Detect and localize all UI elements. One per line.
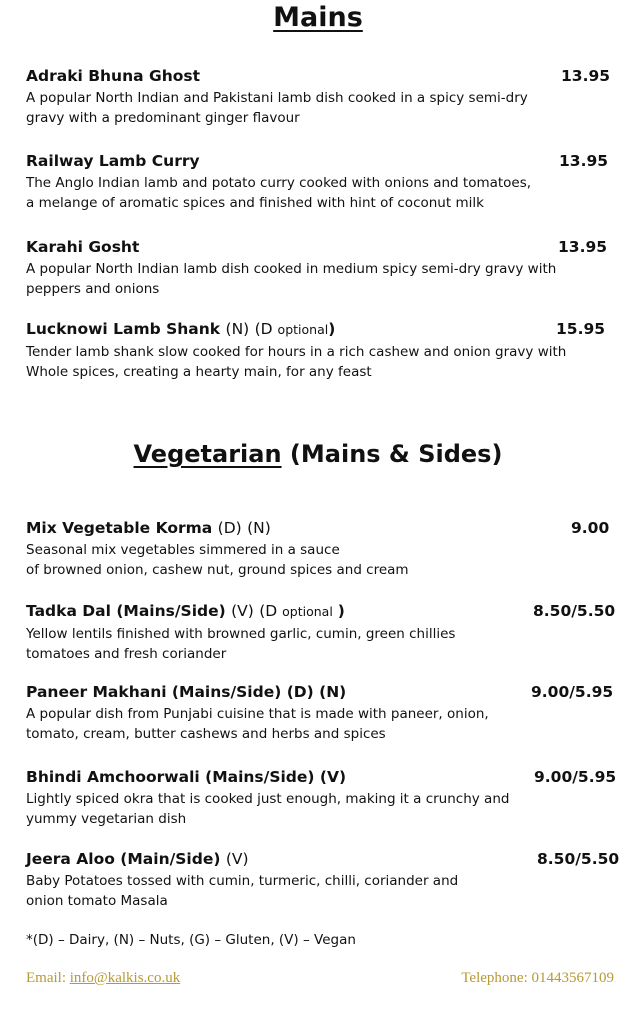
email-link[interactable]: info@kalkis.co.uk	[69, 970, 181, 986]
menu-item	[26, 151, 626, 213]
mains-heading: Mains	[273, 2, 363, 33]
menu-item	[26, 767, 626, 829]
item-name: Jeera Aloo (Main/Side) (V)	[26, 850, 249, 868]
item-price: 9.00/5.95	[531, 683, 614, 701]
dairy-optional-tag: (D optional )	[259, 602, 345, 620]
item-desc-line1: Baby Potatoes tossed with cumin, turmeric, chilli, coriander and	[26, 873, 459, 889]
item-price: 9.00	[571, 519, 610, 537]
item-name: Paneer Makhani (Mains/Side) (D) (N)	[26, 683, 347, 701]
item-desc-line2: Whole spices, creating a hearty main, for any feast	[26, 364, 372, 380]
item-desc-line1: A popular North Indian lamb dish cooked in medium spicy semi-dry gravy with	[26, 261, 557, 277]
menu-item	[26, 849, 626, 911]
item-price: 9.00/5.95	[534, 768, 617, 786]
item-name: Adraki Bhuna Ghost	[26, 67, 201, 85]
item-desc-line2: peppers and onions	[26, 281, 160, 297]
item-name: Karahi Gosht	[26, 238, 140, 256]
footer-email: Email: info@kalkis.co.uk	[26, 970, 181, 986]
item-name: Lucknowi Lamb Shank (N) (D optional)	[26, 320, 336, 338]
item-desc-line1: The Anglo Indian lamb and potato curry cooked with onions and tomatoes,	[26, 175, 532, 191]
menu-item	[26, 237, 626, 299]
menu-item	[26, 682, 626, 744]
item-desc-line2: of browned onion, cashew nut, ground spices and cream	[26, 562, 409, 578]
menu-item	[26, 601, 626, 664]
nuts-tag: (N)	[225, 320, 250, 338]
vegan-tag: (V)	[225, 850, 249, 868]
vegan-tag: (V)	[231, 602, 254, 620]
item-price: 13.95	[561, 67, 611, 85]
item-name: Bhindi Amchoorwali (Mains/Side) (V)	[26, 768, 347, 786]
item-desc-line1: A popular North Indian and Pakistani lamb dish cooked in a spicy semi-dry	[26, 90, 528, 106]
item-desc-line2: a melange of aromatic spices and finished with hint of coconut milk	[26, 195, 484, 211]
item-price: 8.50/5.50	[537, 850, 620, 868]
item-desc-line1: Tender lamb shank slow cooked for hours in a rich cashew and onion gravy with	[26, 344, 567, 360]
item-price: 13.95	[559, 152, 609, 170]
item-price: 15.95	[556, 320, 606, 338]
item-price: 8.50/5.50	[533, 602, 616, 620]
item-desc-line2: onion tomato Masala	[26, 893, 168, 909]
item-desc-line2: tomato, cream, butter cashews and herbs and spices	[26, 726, 386, 742]
item-desc-line1: Seasonal mix vegetables simmered in a sauce	[26, 542, 340, 558]
menu-item	[26, 518, 626, 580]
footer-phone: Telephone: 01443567109	[461, 970, 614, 986]
item-desc-line2: yummy vegetarian dish	[26, 811, 187, 827]
item-price: 13.95	[558, 238, 608, 256]
vegetarian-heading: Vegetarian (Mains & Sides)	[133, 440, 503, 468]
item-name: Tadka Dal (Mains/Side) (V) (D optional )	[26, 602, 345, 620]
allergen-legend: *(D) – Dairy, (N) – Nuts, (G) – Gluten, (V) – Vegan	[26, 932, 356, 948]
item-name: Railway Lamb Curry	[26, 152, 200, 170]
item-desc-line1: Yellow lentils finished with browned garlic, cumin, green chillies	[26, 626, 456, 642]
dairy-optional-tag: (D optional)	[254, 320, 336, 338]
item-desc-line1: A popular dish from Punjabi cuisine that is made with paneer, onion,	[26, 706, 489, 722]
dairy-tag: (D)	[217, 519, 242, 537]
item-desc-line2: tomatoes and fresh coriander	[26, 646, 227, 662]
menu-item	[26, 66, 626, 128]
item-desc-line1: Lightly spiced okra that is cooked just enough, making it a crunchy and	[26, 791, 510, 807]
nuts-tag: (N)	[247, 519, 271, 537]
menu-item	[26, 319, 626, 382]
item-desc-line2: gravy with a predominant ginger flavour	[26, 110, 300, 126]
item-name: Mix Vegetable Korma (D) (N)	[26, 519, 271, 537]
